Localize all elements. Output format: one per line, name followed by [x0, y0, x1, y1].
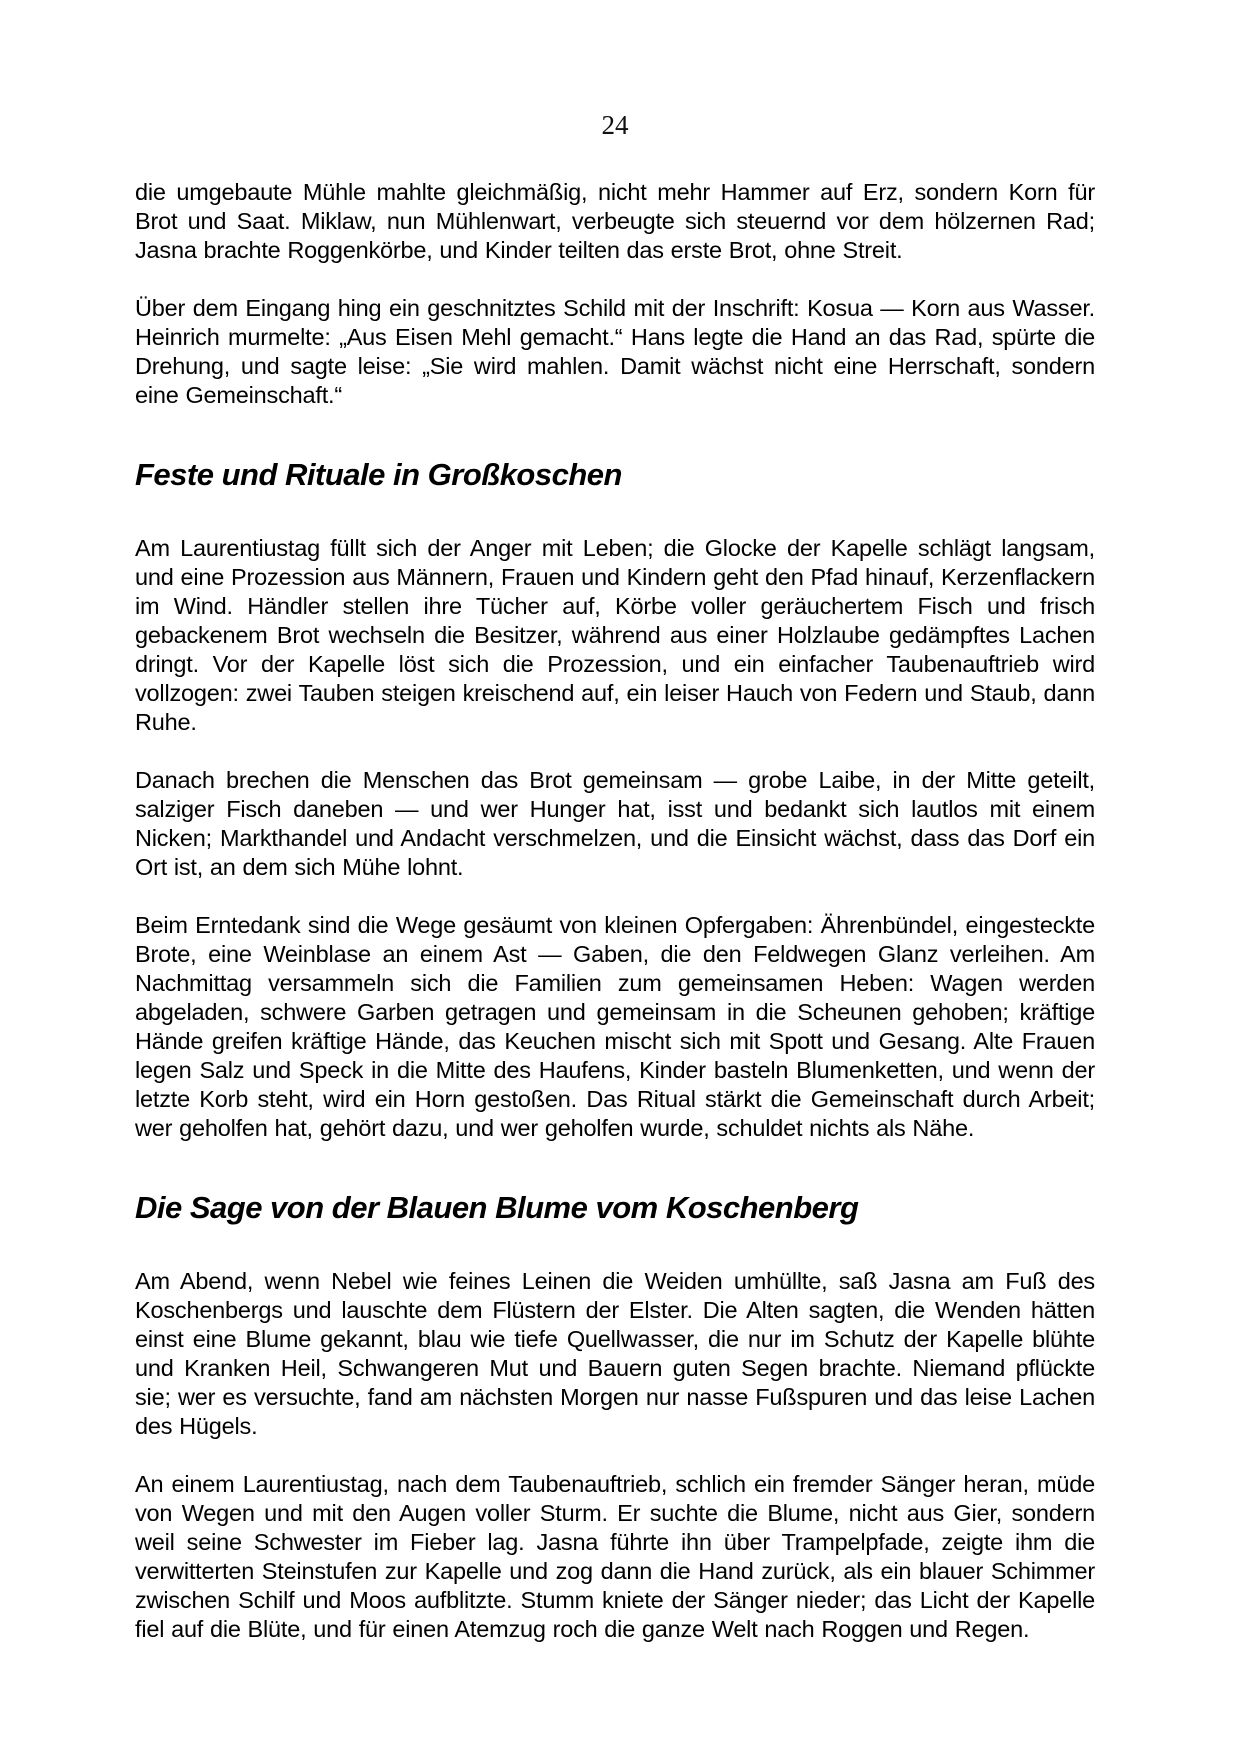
section-heading-sage-blaue-blume: Die Sage von der Blauen Blume vom Koschenberg	[135, 1190, 859, 1225]
paragraph-muehle: die umgebaute Mühle mahlte gleichmäßig, nicht mehr Hammer auf Erz, sondern Korn für Brot und Saat. Miklaw, nun Mühlenwart, verbeugte sich steuernd vor dem hölzernen Rad; Jasna brachte Roggenkörbe, und Kinder teilten das erste Brot, ohne Streit.	[135, 179, 1095, 263]
paragraph-brot-gemeinsam: Danach brechen die Menschen das Brot gemeinsam — grobe Laibe, in der Mitte geteilt, salziger Fisch daneben — und wer Hunger hat, isst und bedankt sich lautlos mit einem Nicken; Markthandel und Andacht verschmelzen, und die Einsicht wächst, dass das Dorf ein Ort ist, an dem sich Mühe lohnt.	[135, 767, 1095, 880]
paragraph-erntedank: Beim Erntedank sind die Wege gesäumt von kleinen Opfergaben: Ährenbündel, eingesteckte Brote, eine Weinblase an einem Ast — Gaben, die den Feldwegen Glanz verleihen. Am Nachmittag versammeln sich die Familien zum gemeinsamen Heben: Wagen werden abgeladen, schwere Garben getragen und gemeinsam in die Scheunen gehoben; kräftige Hände greifen kräftige Hände, das Keuchen mischt sich mit Spott und Gesang. Alte Frauen legen Salz und Speck in die Mitte des Haufens, Kinder basteln Blumenketten, und wenn der letzte Korb steht, wird ein Horn gestoßen. Das Ritual stärkt die Gemeinschaft durch Arbeit; wer geholfen hat, gehört dazu, und wer geholfen wurde, schuldet nichts als Nähe.	[135, 912, 1095, 1141]
paragraph-abend-nebel: Am Abend, wenn Nebel wie feines Leinen die Weiden umhüllte, saß Jasna am Fuß des Koschenbergs und lauschte dem Flüstern der Elster. Die Alten sagten, die Wenden hätten einst eine Blume gekannt, blau wie tiefe Quellwasser, die nur im Schutz der Kapelle blühte und Kranken Heil, Schwangeren Mut und Bauern guten Segen brachte. Niemand pflückte sie; wer es versuchte, fand am nächsten Morgen nur nasse Fußspuren und das leise Lachen des Hügels.	[135, 1268, 1095, 1439]
paragraph-fremder-saenger: An einem Laurentiustag, nach dem Taubenauftrieb, schlich ein fremder Sänger heran, müde von Wegen und mit den Augen voller Sturm. Er suchte die Blume, nicht aus Gier, sondern weil seine Schwester im Fieber lag. Jasna führte ihn über Trampelpfade, zeigte ihm die verwitterten Steinstufen zur Kapelle und zog dann die Hand zurück, als ein blauer Schimmer zwischen Schilf und Moos aufblitzte. Stumm kniete der Sänger nieder; das Licht der Kapelle fiel auf die Blüte, und für einen Atemzug roch die ganze Welt nach Roggen und Regen.	[135, 1471, 1095, 1642]
paragraph-laurentiustag: Am Laurentiustag füllt sich der Anger mit Leben; die Glocke der Kapelle schlägt langsam, und eine Prozession aus Männern, Frauen und Kindern geht den Pfad hinauf, Kerzenflackern im Wind. Händler stellen ihre Tücher auf, Körbe voller geräuchertem Fisch und frisch gebackenem Brot wechseln die Besitzer, während aus einer Holzlaube gedämpftes Lachen dringt. Vor der Kapelle löst sich die Prozession, und ein einfacher Taubenauftrieb wird vollzogen: zwei Tauben steigen kreischend auf, ein leiser Hauch von Federn und Staub, dann Ruhe.	[135, 535, 1095, 735]
section-heading-feste-und-rituale: Feste und Rituale in Großkoschen	[135, 457, 622, 492]
paragraph-eingang-schild: Über dem Eingang hing ein geschnitztes Schild mit der Inschrift: Kosua — Korn aus Wasser. Heinrich murmelte: „Aus Eisen Mehl gemacht.“ Hans legte die Hand an das Rad, spürte die Drehung, und sagte leise: „Sie wird mahlen. Damit wächst nicht eine Herrschaft, sondern eine Gemeinschaft.“	[135, 295, 1095, 408]
page-number: 24	[601, 110, 629, 140]
